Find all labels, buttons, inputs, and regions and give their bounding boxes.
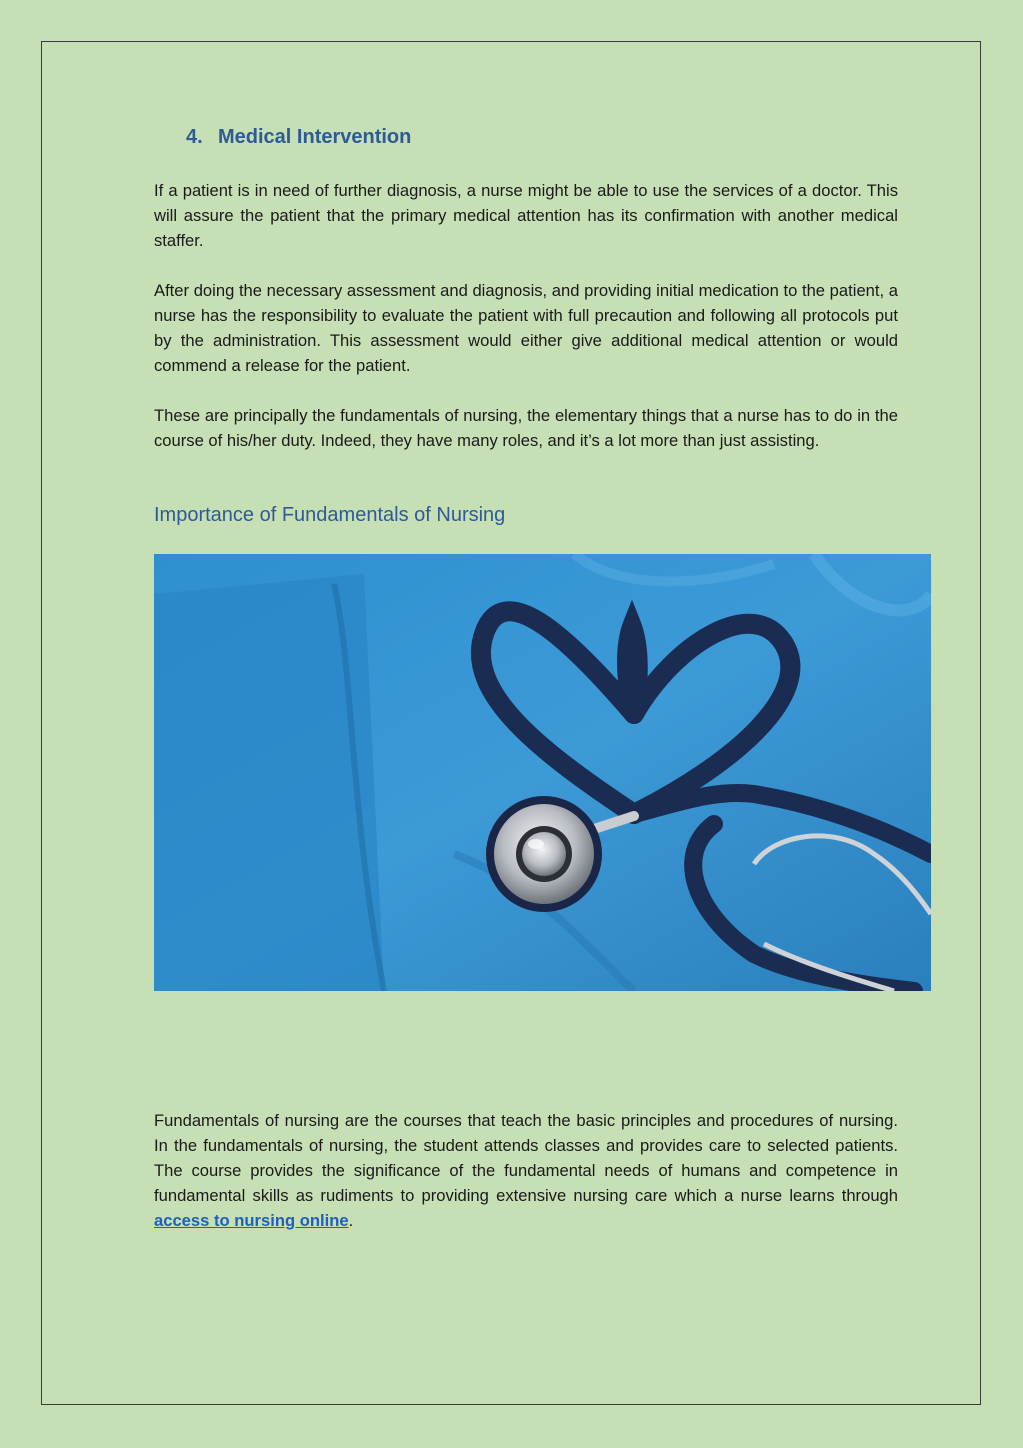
section-heading-medical-intervention	[186, 126, 411, 149]
importance-paragraph	[154, 1108, 898, 1233]
access-to-nursing-online-link[interactable]: access to nursing online	[154, 1211, 349, 1230]
stethoscope-heart-image	[154, 554, 931, 991]
importance-text-end: .	[348, 1211, 354, 1230]
paragraph-3: These are principally the fundamentals of nursing, the elementary things that a nurse has to do in the course of his/her duty. Indeed, they have many roles, and it’s a lot more than just assisting.	[154, 406, 898, 450]
paragraph-2: After doing the necessary assessment and diagnosis, and providing initial medication to the patient, a nurse has the responsibility to evaluate the patient with full precaution and following all protocols put by the administration. This assessment would either give additional medical attention or would commend a release for the patient.	[154, 281, 898, 375]
importance-text: Fundamentals of nursing are the courses that teach the basic principles and procedures of nursing. In the fundamentals of nursing, the student attends classes and provides care to selected patients. The course provides the significance of the fundamental needs of humans and competence in fundamental skills as rudiments to providing extensive nursing care which a nurse learns through	[154, 1111, 898, 1205]
section-title: Medical Intervention	[218, 126, 412, 148]
paragraph-1: If a patient is in need of further diagnosis, a nurse might be able to use the services of a doctor. This will assure the patient that the primary medical attention has its confirmation with another medical staffer.	[154, 181, 898, 250]
section-number: 4.	[186, 126, 203, 148]
importance-heading: Importance of Fundamentals of Nursing	[154, 504, 506, 526]
